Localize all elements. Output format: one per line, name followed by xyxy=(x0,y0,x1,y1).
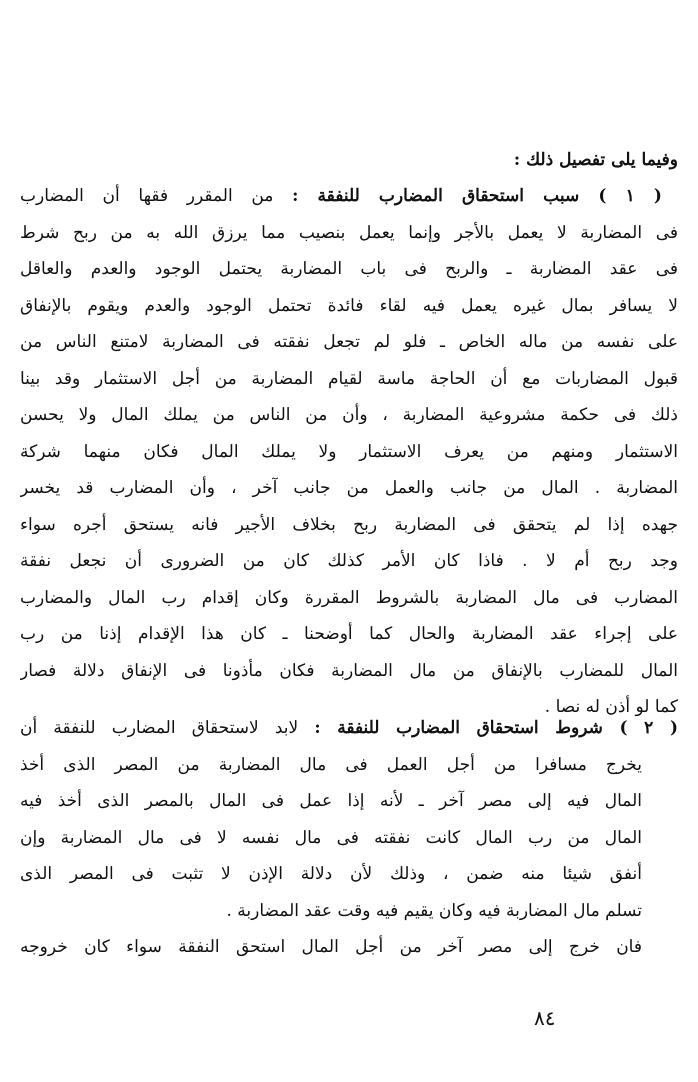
section-2-heading: ( ٢ ) شروط استحقاق المضارب للنفقة : xyxy=(314,718,678,738)
section-2-line-text: لابد لاستحقاق المضارب للنفقة أن xyxy=(20,718,299,738)
section-2-line: المال من رب المال كانت نفقته فى مال نفسه لا فى مال المضاربة وإن xyxy=(20,827,642,848)
section-1-line: الاستثمار ومنهم من يعرف الاستثمار ولا يملك المال فكان منهما شركة xyxy=(20,441,678,462)
section-1-line: فى عقد المضاربة ـ والربح فى باب المضاربة يحتمل الوجود والعدم والعاقل xyxy=(20,259,678,279)
section-1-last-line: كما لو أذن له نصا . xyxy=(544,697,678,717)
section-1-line: فى المضاربة لا يعمل بالأجر وإنما يعمل بنصيب مما يرزق الله به من ربح شرط xyxy=(20,222,678,243)
section-2-line: المال فيه إلى مصر آخر ـ لأنه إذا عمل فى المال بالمصر الذى أخذ فيه xyxy=(20,791,642,811)
section-1-line: وجد ربح أم لا . فاذا كان الأمر كذلك كان من الضرورى أن نجعل نفقة xyxy=(20,551,678,571)
section-1-line: المضارب فى مال المضاربة بالشروط المقررة وكان إقدام رب المال والمضارب xyxy=(20,587,678,608)
section-2-line: يخرج مسافرا من أجل العمل فى مال المضاربة من المصر الذى أخذ xyxy=(20,754,642,775)
section-1-line: على إجراء عقد المضاربة والحال كما أوضحنا ـ كان هذا الإقدام إذنا من رب xyxy=(20,624,678,644)
section-2-line: أنفق شيئا منه ضمن ، وذلك لأن دلالة الإذن لا تثبت فى المصر الذى xyxy=(20,864,642,884)
section-2-line: تسلم مال المضاربة فيه وكان يقيم فيه وقت عقد المضاربة . xyxy=(226,900,642,921)
intro-line: وفيما يلى تفصيل ذلك : xyxy=(513,150,678,170)
section-1-paragraph xyxy=(20,178,678,726)
section-1-line: المضاربة . المال من جانب والعمل من جانب آخر ، وأن المضارب قد يخسر xyxy=(20,478,678,498)
section-1-line: لا يسافر بمال غيره يعمل فيه لقاء فائدة تحتمل الوجود والعدم ويقوم بالإنفاق xyxy=(20,295,678,316)
intro-paragraph xyxy=(20,142,678,179)
section-2-line: فان خرج إلى مصر آخر من أجل المال استحق النفقة سواء كان خروجه xyxy=(20,937,642,957)
section-1-line: جهده إذا لم يتحقق فى المضاربة ربح بخلاف الأجير فانه يستحق أجره سواء xyxy=(20,514,678,535)
section-1-line: على نفسه من ماله الخاص ـ فلو لم تجعل نفقته فى المضاربة لامتنع الناس من xyxy=(20,332,678,352)
section-1-line-text: من المقرر فقها أن المضارب xyxy=(20,186,274,206)
section-2-first-line xyxy=(20,710,678,747)
section-1-line: ذلك فى حكمة مشروعية المضاربة ، وأن من الناس من يملك المال ولا يحسن xyxy=(20,405,678,425)
page-number: ٨٤ xyxy=(534,1006,556,1030)
section-1-first-line xyxy=(20,178,678,215)
section-1-line: المال للمضارب بالإنفاق من مال المضاربة فكان مأذونا فى الإنفاق دلالة فصار xyxy=(20,660,678,681)
section-1-line: قبول المضاربات مع أن الحاجة ماسة لقيام المضاربة من أجل الاستثمار وقد بينا xyxy=(20,368,678,389)
section-1-heading: ( ١ ) سبب استحقاق المضارب للنفقة : xyxy=(292,186,662,206)
section-2-paragraph xyxy=(20,710,678,966)
